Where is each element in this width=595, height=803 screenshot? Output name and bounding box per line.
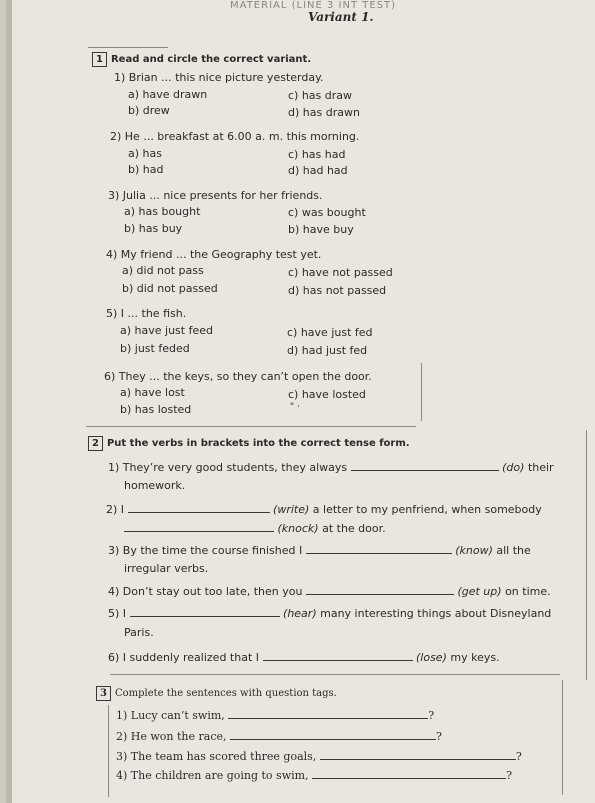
header-top-text: MATERIAL (LINE 3 INT TEST) bbox=[230, 0, 397, 11]
task3-number: 3 bbox=[96, 686, 111, 701]
task2-sentence-2-line2 bbox=[124, 521, 386, 535]
task1-q1-option-b[interactable]: b) drew bbox=[128, 104, 170, 117]
task1-q2-option-c[interactable]: c) has had bbox=[288, 148, 346, 161]
t3-4-blank[interactable] bbox=[312, 768, 506, 779]
section-divider bbox=[86, 426, 416, 427]
s1-blank[interactable] bbox=[351, 460, 499, 471]
task1-question-2: 2) He ... breakfast at 6.00 a. m. this morning. bbox=[110, 130, 360, 143]
task1-q1-option-a[interactable]: a) have drawn bbox=[128, 88, 208, 101]
s1-continuation: homework. bbox=[124, 479, 186, 492]
task1-q5-option-b[interactable]: b) just feded bbox=[120, 342, 190, 355]
task1-q3-option-c[interactable]: c) was bought bbox=[288, 206, 366, 219]
right-margin-line bbox=[586, 430, 587, 680]
s3-text: 3) By the time the course finished I bbox=[108, 544, 303, 557]
s6-end: my keys. bbox=[450, 651, 500, 664]
task2-sentence-6 bbox=[108, 650, 500, 664]
s2-blank-2[interactable] bbox=[124, 521, 274, 532]
task1-q2-option-b[interactable]: b) had bbox=[128, 163, 164, 176]
task1-number: 1 bbox=[92, 52, 107, 67]
task1-q5-option-a[interactable]: a) have just feed bbox=[120, 324, 213, 337]
task1-title: Read and circle the correct variant. bbox=[110, 54, 312, 65]
task1-heading bbox=[92, 52, 311, 67]
task1-q6-option-b[interactable]: b) has losted bbox=[120, 403, 192, 416]
s6-text: 6) I suddenly realized that I bbox=[108, 651, 259, 664]
s2-blank[interactable] bbox=[128, 502, 270, 513]
task1-question-4: 4) My friend ... the Geography test yet. bbox=[106, 248, 322, 261]
task1-q3-option-d[interactable]: b) have buy bbox=[288, 223, 354, 236]
t3-2-text: 2) He won the race, bbox=[116, 730, 227, 743]
t3-3-blank[interactable] bbox=[320, 749, 516, 760]
s2-end-2: at the door. bbox=[322, 522, 386, 535]
s5-continuation: Paris. bbox=[124, 626, 154, 639]
task2-title: Put the verbs in brackets into the correct tense form. bbox=[106, 438, 410, 449]
task1-q4-option-c[interactable]: c) have not passed bbox=[288, 266, 393, 279]
s3-verb: (know) bbox=[455, 544, 493, 557]
s4-text: 4) Don’t stay out too late, then you bbox=[108, 585, 303, 598]
task3-item-2 bbox=[116, 729, 442, 743]
task1-q4-option-d[interactable]: d) has not passed bbox=[288, 284, 387, 297]
t3-2-blank[interactable] bbox=[230, 729, 436, 740]
divider bbox=[88, 47, 168, 48]
t3-2-mark: ? bbox=[436, 730, 442, 743]
task3-item-1 bbox=[116, 708, 434, 722]
s4-blank[interactable] bbox=[306, 584, 454, 595]
task2-heading bbox=[88, 436, 410, 451]
t3-3-mark: ? bbox=[515, 750, 522, 763]
task2-sentence-1 bbox=[108, 460, 554, 474]
t3-4-mark: ? bbox=[506, 769, 512, 782]
task2-sentence-3 bbox=[108, 543, 531, 557]
s2-verb: (write) bbox=[273, 503, 310, 516]
task1-q5-option-c[interactable]: c) have just fed bbox=[287, 326, 373, 339]
worksheet-page bbox=[6, 0, 595, 803]
task3-right-line bbox=[562, 680, 563, 795]
task1-question-6: 6) They ... the keys, so they can’t open the door. bbox=[104, 370, 372, 383]
task1-q2-option-a[interactable]: a) has bbox=[128, 147, 162, 160]
margin-line bbox=[421, 363, 422, 421]
task1-q1-option-c[interactable]: c) has draw bbox=[288, 89, 353, 102]
s3-blank[interactable] bbox=[306, 543, 452, 554]
s3-end: all the bbox=[496, 544, 531, 557]
t3-3-text: 3) The team has scored three goals, bbox=[116, 750, 317, 763]
task1-q6-option-a[interactable]: a) have lost bbox=[120, 386, 185, 399]
variant-title: Variant 1. bbox=[308, 10, 374, 24]
t3-1-mark: ? bbox=[428, 709, 435, 722]
s2-verb-2: (knock) bbox=[277, 522, 319, 535]
s5-end: many interesting things about Disneyland bbox=[320, 607, 552, 620]
task3-item-3 bbox=[116, 749, 522, 763]
s1-verb: (do) bbox=[502, 461, 525, 474]
task1-q6-option-d[interactable]: " · bbox=[290, 402, 300, 412]
s1-text: 1) They’re very good students, they always bbox=[108, 461, 348, 474]
section-divider-2 bbox=[110, 674, 560, 675]
s5-blank[interactable] bbox=[130, 606, 280, 617]
s6-blank[interactable] bbox=[263, 650, 413, 661]
task2-sentence-2 bbox=[106, 502, 542, 516]
s4-verb: (get up) bbox=[457, 585, 502, 598]
task2-number: 2 bbox=[88, 436, 103, 451]
s5-text: 5) I bbox=[108, 607, 127, 620]
s2-text: 2) I bbox=[106, 503, 125, 516]
task1-question-1: 1) Brian ... this nice picture yesterday. bbox=[114, 71, 324, 84]
task1-q5-option-d[interactable]: d) had just fed bbox=[287, 344, 368, 357]
s1-end: their bbox=[527, 461, 554, 474]
task1-q2-option-d[interactable]: d) had had bbox=[288, 164, 348, 177]
task1-q3-option-a[interactable]: a) has bought bbox=[124, 205, 201, 218]
task1-q6-option-c[interactable]: c) have losted bbox=[288, 388, 366, 401]
task1-q1-option-d[interactable]: d) has drawn bbox=[288, 106, 360, 119]
t3-1-blank[interactable] bbox=[228, 708, 428, 719]
task3-item-4 bbox=[116, 768, 512, 782]
task3-title: Complete the sentences with question tags. bbox=[114, 688, 337, 699]
s4-end: on time. bbox=[505, 585, 551, 598]
s6-verb: (lose) bbox=[416, 651, 447, 664]
t3-4-text: 4) The children are going to swim, bbox=[116, 769, 309, 782]
task3-heading bbox=[96, 686, 337, 701]
t3-1-text: 1) Lucy can’t swim, bbox=[116, 709, 225, 722]
s5-verb: (hear) bbox=[283, 607, 317, 620]
task1-q4-option-a[interactable]: a) did not pass bbox=[122, 264, 204, 277]
s2-end: a letter to my penfriend, when somebody bbox=[312, 503, 542, 516]
task1-q3-option-b[interactable]: b) has buy bbox=[124, 222, 183, 235]
task1-question-5: 5) I ... the fish. bbox=[106, 307, 187, 320]
task3-margin-line bbox=[108, 705, 109, 797]
task1-question-3: 3) Julia ... nice presents for her friends. bbox=[108, 189, 323, 202]
task2-sentence-4 bbox=[108, 584, 551, 598]
task1-q4-option-b[interactable]: b) did not passed bbox=[122, 282, 218, 295]
task2-sentence-5 bbox=[108, 606, 551, 620]
s3-continuation: irregular verbs. bbox=[124, 562, 209, 575]
page-fold-shadow bbox=[6, 0, 12, 803]
